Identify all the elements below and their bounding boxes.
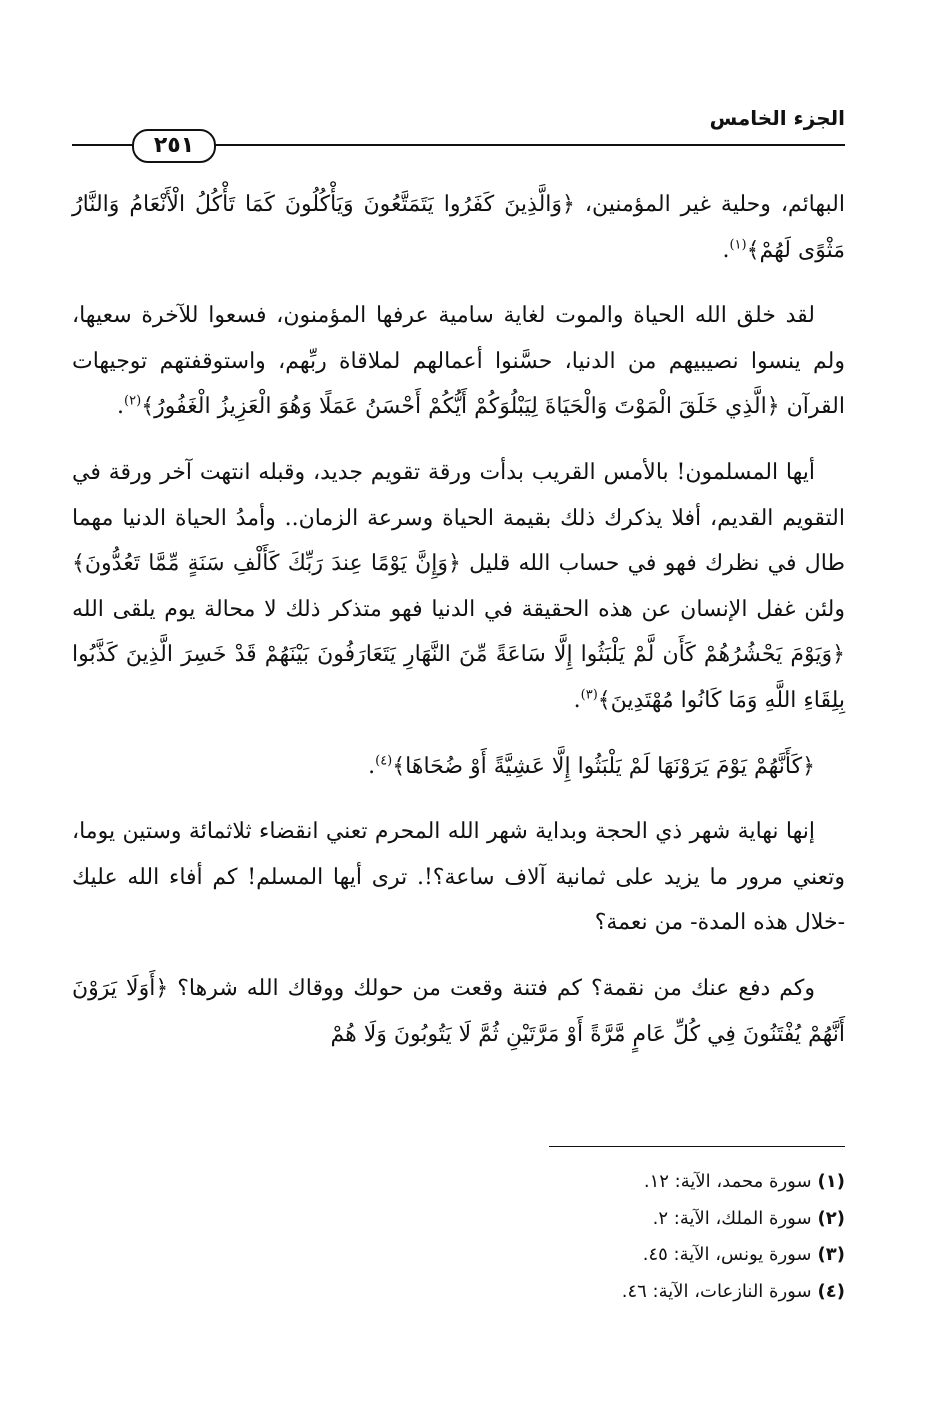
body-text [72,182,845,1057]
footnote-number: (٤) [817,1280,845,1302]
paragraph-text: وكم دفع عنك من نقمة؟ كم فتنة وقعت من حولك ووقاك الله شرها؟ [168,975,815,1001]
quran-verse: ﴿كَأَنَّهُمْ يَوْمَ يَرَوْنَهَا لَمْ يَلْبَثُوا إِلَّا عَشِيَّةً أَوْ ضُحَاهَا﴾ [392,753,815,779]
footnote-4 [72,1274,845,1311]
footnote-text: سورة يونس، الآية: ٤٥. [642,1244,812,1265]
footnote-marker: (٤) [375,753,393,769]
footnote-marker: (٢) [124,394,142,410]
paragraph-text: إنها نهاية شهر ذي الحجة وبداية شهر الله المحرم تعني انقضاء ثلاثمائة وستين يوما، وتعني مرور ما يزيد على ثمانية آلاف ساعة؟!. ترى أيها المسلم! كم أفاء الله عليك -خلال هذه المدة- من نعمة؟ [72,819,845,936]
footnote-marker: (٣) [580,687,598,703]
chapter-title: الجزء الخامس [709,106,845,130]
footnote-marker: (١) [729,237,747,253]
footnote-number: (١) [817,1171,845,1192]
paragraph-end: . [722,237,730,263]
paragraph-text: لقد خلق الله الحياة والموت لغاية سامية عرفها المؤمنون، فسعوا للآخرة سعيها، ولم ينسوا نصيبيهم من الدنيا، حسَّنوا أعمالهم لملاقاة ربِّهم، واستوقفتهم توجيهات القرآن [72,303,845,420]
paragraph-6 [72,966,845,1057]
paragraph-end: . [117,394,125,420]
footnote-2 [72,1201,845,1238]
footnote-separator [549,1146,845,1147]
paragraph-2 [72,293,845,430]
paragraph-end: . [573,687,581,713]
paragraph-text: البهائم، وحلية غير المؤمنين، [574,192,845,217]
quran-verse: ﴿أَوَلَا يَرَوْنَ أَنَّهُمْ يُفْتَنُونَ فِي كُلِّ عَامٍ مَّرَّةً أَوْ مَرَّتَيْنِ ثُمَّ لَا يَتُوبُونَ وَلَا هُمْ [72,975,845,1047]
quran-verse: ﴿الَّذِي خَلَقَ الْمَوْتَ وَالْحَيَاةَ لِيَبْلُوَكُمْ أَيُّكُمْ أَحْسَنُ عَمَلًا وَهُوَ الْعَزِيزُ الْغَفُورُ﴾ [141,394,780,420]
paragraph-3 [72,450,845,724]
paragraph-end: . [368,753,376,779]
paragraph-5 [72,809,845,946]
paragraph-4 [72,744,845,790]
footnote-text: سورة النازعات، الآية: ٤٦. [621,1280,812,1302]
footnotes [72,1164,845,1310]
quran-verse: ﴿وَإِنَّ يَوْمًا عِندَ رَبِّكَ كَأَلْفِ سَنَةٍ مِّمَّا تَعُدُّونَ﴾ [72,551,461,577]
paragraph-text: أيها المسلمون! بالأمس القريب بدأت ورقة تقويم جديد، وقبله انتهت آخر ورقة في التقويم القديم، أفلا يذكرك ذلك بقيمة الحياة وسرعة الزمان.. وأمدُ الحياة الدنيا مهما طال في نظرك فهو في حساب الله قليل [72,459,845,577]
book-page [72,100,845,1340]
paragraph-text: ولئن غفل الإنسان عن هذه الحقيقة في الدنيا فهو متذكر ذلك لا محالة يوم يلقى الله [72,596,845,622]
footnote-text: سورة الملك، الآية: ٢. [652,1207,812,1229]
footnote-3 [72,1237,845,1274]
footnote-number: (٣) [817,1244,845,1265]
page-number: ٢٥١ [132,129,216,163]
paragraph-1 [72,182,845,273]
quran-verse: ﴿وَالَّذِينَ كَفَرُوا يَتَمَتَّعُونَ وَيَأْكُلُونَ كَمَا تَأْكُلُ الْأَنْعَامُ وَالنَّارُ مَثْوًى لَهُمْ﴾ [72,192,845,263]
footnote-1 [72,1164,845,1201]
quran-verse: ﴿وَيَوْمَ يَحْشُرُهُمْ كَأَن لَّمْ يَلْبَثُوا إِلَّا سَاعَةً مِّنَ النَّهَارِ يَتَعَارَفُونَ بَيْنَهُمْ قَدْ خَسِرَ الَّذِينَ كَذَّبُوا بِلِقَاءِ اللَّهِ وَمَا كَانُوا مُهْتَدِينَ﴾ [72,642,845,713]
footnote-number: (٢) [817,1207,845,1229]
page-header [72,100,845,160]
footnote-text: سورة محمد، الآية: ١٢. [643,1171,812,1192]
